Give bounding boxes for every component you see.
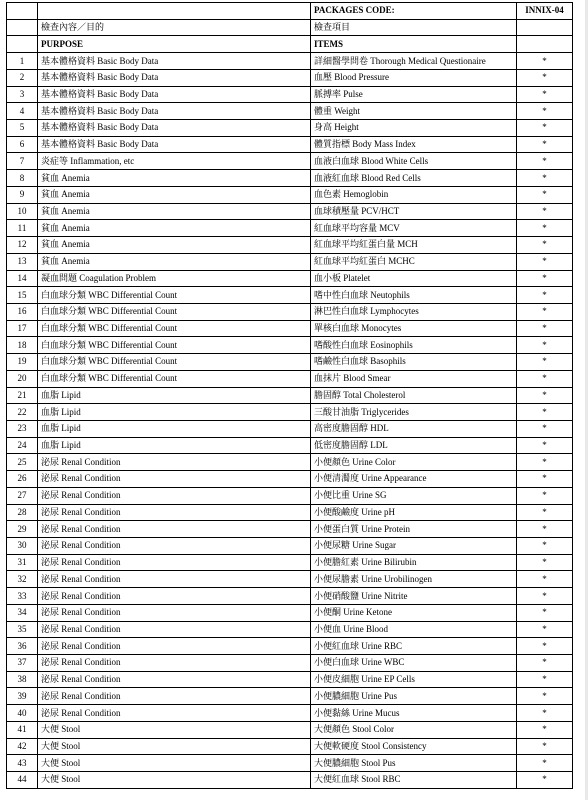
row-number: 36	[7, 638, 38, 655]
row-item: 小便尿膽素 Urine Urobilinogen	[311, 571, 517, 588]
row-number: 42	[7, 738, 38, 755]
row-item: 嗜鹼性白血球 Basophils	[311, 354, 517, 371]
row-number: 6	[7, 136, 38, 153]
row-item: 血液紅血球 Blood Red Cells	[311, 170, 517, 187]
table-row	[7, 253, 573, 270]
purpose-header-zh: 檢查內容／目的	[38, 19, 311, 36]
row-number: 26	[7, 471, 38, 488]
row-purpose: 白血球分類 WBC Differential Count	[38, 287, 311, 304]
table-row	[7, 621, 573, 638]
row-item: 小便血 Urine Blood	[311, 621, 517, 638]
row-purpose: 大便 Stool	[38, 772, 311, 789]
row-item: 紅血球平均紅蛋白 MCHC	[311, 253, 517, 270]
row-number: 7	[7, 153, 38, 170]
row-item: 三酸甘油脂 Triglycerides	[311, 404, 517, 421]
row-purpose: 貧血 Anemia	[38, 203, 311, 220]
row-number: 5	[7, 120, 38, 137]
row-purpose: 泌尿 Renal Condition	[38, 471, 311, 488]
header-row-zh	[7, 19, 573, 36]
row-number: 11	[7, 220, 38, 237]
row-included-mark: *	[517, 420, 573, 437]
row-number: 43	[7, 755, 38, 772]
table-row	[7, 705, 573, 722]
row-purpose: 貧血 Anemia	[38, 170, 311, 187]
table-row	[7, 404, 573, 421]
empty-cell	[7, 19, 38, 36]
row-number: 34	[7, 604, 38, 621]
table-row	[7, 153, 573, 170]
row-item: 紅血球平均容量 MCV	[311, 220, 517, 237]
row-included-mark: *	[517, 705, 573, 722]
row-included-mark: *	[517, 521, 573, 538]
row-item: 血壓 Blood Pressure	[311, 69, 517, 86]
row-item: 體重 Weight	[311, 103, 517, 120]
package-sheet	[6, 2, 573, 789]
row-item: 身高 Height	[311, 120, 517, 137]
row-number: 19	[7, 354, 38, 371]
row-included-mark: *	[517, 404, 573, 421]
row-number: 17	[7, 320, 38, 337]
table-row	[7, 370, 573, 387]
table-row	[7, 454, 573, 471]
row-number: 37	[7, 655, 38, 672]
row-purpose: 貧血 Anemia	[38, 186, 311, 203]
row-included-mark: *	[517, 387, 573, 404]
table-row	[7, 337, 573, 354]
table-row	[7, 53, 573, 70]
row-included-mark: *	[517, 186, 573, 203]
table-row	[7, 588, 573, 605]
row-item: 詳細醫學問卷 Thorough Medical Questionaire	[311, 53, 517, 70]
row-purpose: 大便 Stool	[38, 721, 311, 738]
table-row	[7, 86, 573, 103]
table-row	[7, 354, 573, 371]
row-purpose: 泌尿 Renal Condition	[38, 604, 311, 621]
row-included-mark: *	[517, 721, 573, 738]
row-item: 血色素 Hemoglobin	[311, 186, 517, 203]
table-row	[7, 136, 573, 153]
row-purpose: 泌尿 Renal Condition	[38, 588, 311, 605]
row-included-mark: *	[517, 354, 573, 371]
row-included-mark: *	[517, 688, 573, 705]
row-purpose: 貧血 Anemia	[38, 237, 311, 254]
row-item: 小便尿糖 Urine Sugar	[311, 538, 517, 555]
table-row	[7, 504, 573, 521]
row-included-mark: *	[517, 120, 573, 137]
row-purpose: 基本體格資料 Basic Body Data	[38, 86, 311, 103]
table-row	[7, 571, 573, 588]
row-item: 紅血球平均紅蛋白量 MCH	[311, 237, 517, 254]
row-purpose: 泌尿 Renal Condition	[38, 454, 311, 471]
row-item: 小便酮 Urine Ketone	[311, 604, 517, 621]
row-item: 血球積壓量 PCV/HCT	[311, 203, 517, 220]
row-included-mark: *	[517, 554, 573, 571]
row-item: 大便紅血球 Stool RBC	[311, 772, 517, 789]
empty-cell	[7, 3, 38, 20]
row-purpose: 泌尿 Renal Condition	[38, 688, 311, 705]
row-purpose: 貧血 Anemia	[38, 220, 311, 237]
row-item: 小便膿細胞 Urine Pus	[311, 688, 517, 705]
table-row	[7, 186, 573, 203]
table-row	[7, 303, 573, 320]
row-item: 小便皮細胞 Urine EP Cells	[311, 671, 517, 688]
row-included-mark: *	[517, 538, 573, 555]
empty-cell	[38, 3, 311, 20]
purpose-header-en: PURPOSE	[38, 36, 311, 53]
row-number: 22	[7, 404, 38, 421]
row-purpose: 泌尿 Renal Condition	[38, 655, 311, 672]
row-item: 小便紅血球 Urine RBC	[311, 638, 517, 655]
row-purpose: 基本體格資料 Basic Body Data	[38, 53, 311, 70]
row-purpose: 白血球分類 WBC Differential Count	[38, 320, 311, 337]
table-row	[7, 538, 573, 555]
table-row	[7, 638, 573, 655]
row-purpose: 白血球分類 WBC Differential Count	[38, 370, 311, 387]
row-item: 血抹片 Blood Smear	[311, 370, 517, 387]
row-purpose: 白血球分類 WBC Differential Count	[38, 337, 311, 354]
row-item: 高密度膽固醇 HDL	[311, 420, 517, 437]
table-row	[7, 772, 573, 789]
row-number: 41	[7, 721, 38, 738]
row-number: 1	[7, 53, 38, 70]
row-number: 8	[7, 170, 38, 187]
checkup-items-table	[6, 2, 573, 789]
row-number: 13	[7, 253, 38, 270]
row-number: 16	[7, 303, 38, 320]
row-purpose: 白血球分類 WBC Differential Count	[38, 354, 311, 371]
row-included-mark: *	[517, 270, 573, 287]
row-number: 44	[7, 772, 38, 789]
row-item: 小便白血球 Urine WBC	[311, 655, 517, 672]
packages-code-label: PACKAGES CODE:	[311, 3, 517, 20]
table-row	[7, 471, 573, 488]
row-purpose: 血脂 Lipid	[38, 404, 311, 421]
row-purpose: 大便 Stool	[38, 738, 311, 755]
row-included-mark: *	[517, 220, 573, 237]
row-included-mark: *	[517, 504, 573, 521]
row-number: 3	[7, 86, 38, 103]
empty-cell	[7, 36, 38, 53]
row-item: 小便清濁度 Urine Appearance	[311, 471, 517, 488]
items-header-en: ITEMS	[311, 36, 517, 53]
packages-code-value: INNIX-04	[517, 3, 573, 20]
header-row-packages	[7, 3, 573, 20]
row-purpose: 泌尿 Renal Condition	[38, 705, 311, 722]
row-included-mark: *	[517, 86, 573, 103]
row-purpose: 泌尿 Renal Condition	[38, 571, 311, 588]
row-item: 淋巴性白血球 Lymphocytes	[311, 303, 517, 320]
row-included-mark: *	[517, 53, 573, 70]
row-number: 9	[7, 186, 38, 203]
header-row-en	[7, 36, 573, 53]
row-number: 23	[7, 420, 38, 437]
row-included-mark: *	[517, 303, 573, 320]
row-purpose: 泌尿 Renal Condition	[38, 504, 311, 521]
table-row	[7, 237, 573, 254]
row-number: 24	[7, 437, 38, 454]
items-header-zh: 檢查項目	[311, 19, 517, 36]
table-row	[7, 604, 573, 621]
row-number: 20	[7, 370, 38, 387]
row-item: 大便軟硬度 Stool Consistency	[311, 738, 517, 755]
table-row	[7, 387, 573, 404]
row-purpose: 基本體格資料 Basic Body Data	[38, 69, 311, 86]
row-number: 21	[7, 387, 38, 404]
row-purpose: 炎症等 Inflammation, etc	[38, 153, 311, 170]
row-included-mark: *	[517, 337, 573, 354]
table-row	[7, 287, 573, 304]
empty-cell	[517, 36, 573, 53]
row-included-mark: *	[517, 287, 573, 304]
table-row	[7, 521, 573, 538]
table-row	[7, 103, 573, 120]
row-item: 血小板 Platelet	[311, 270, 517, 287]
row-number: 28	[7, 504, 38, 521]
table-row	[7, 270, 573, 287]
row-item: 小便蛋白質 Urine Protein	[311, 521, 517, 538]
table-row	[7, 437, 573, 454]
table-row	[7, 320, 573, 337]
table-row	[7, 220, 573, 237]
row-included-mark: *	[517, 671, 573, 688]
row-number: 14	[7, 270, 38, 287]
row-number: 35	[7, 621, 38, 638]
row-item: 小便硝酸鹽 Urine Nitrite	[311, 588, 517, 605]
row-number: 39	[7, 688, 38, 705]
row-number: 31	[7, 554, 38, 571]
table-row	[7, 721, 573, 738]
row-purpose: 大便 Stool	[38, 755, 311, 772]
row-item: 大便顏色 Stool Color	[311, 721, 517, 738]
row-included-mark: *	[517, 69, 573, 86]
row-number: 15	[7, 287, 38, 304]
table-row	[7, 120, 573, 137]
row-included-mark: *	[517, 571, 573, 588]
row-item: 膽固醇 Total Cholesterol	[311, 387, 517, 404]
row-included-mark: *	[517, 454, 573, 471]
row-included-mark: *	[517, 604, 573, 621]
table-row	[7, 203, 573, 220]
row-item: 嗜酸性白血球 Eosinophils	[311, 337, 517, 354]
row-included-mark: *	[517, 655, 573, 672]
row-number: 27	[7, 487, 38, 504]
row-purpose: 血脂 Lipid	[38, 437, 311, 454]
row-item: 低密度膽固醇 LDL	[311, 437, 517, 454]
row-item: 小便比重 Urine SG	[311, 487, 517, 504]
row-number: 38	[7, 671, 38, 688]
row-purpose: 基本體格資料 Basic Body Data	[38, 120, 311, 137]
row-included-mark: *	[517, 136, 573, 153]
table-row	[7, 554, 573, 571]
row-item: 小便顏色 Urine Color	[311, 454, 517, 471]
row-number: 32	[7, 571, 38, 588]
row-item: 嗜中性白血球 Neutophils	[311, 287, 517, 304]
table-row	[7, 738, 573, 755]
row-purpose: 貧血 Anemia	[38, 253, 311, 270]
table-row	[7, 170, 573, 187]
row-purpose: 泌尿 Renal Condition	[38, 621, 311, 638]
row-number: 10	[7, 203, 38, 220]
row-purpose: 血脂 Lipid	[38, 387, 311, 404]
row-purpose: 泌尿 Renal Condition	[38, 638, 311, 655]
row-number: 40	[7, 705, 38, 722]
row-included-mark: *	[517, 738, 573, 755]
row-number: 4	[7, 103, 38, 120]
row-included-mark: *	[517, 253, 573, 270]
row-item: 小便酸鹼度 Urine pH	[311, 504, 517, 521]
row-purpose: 基本體格資料 Basic Body Data	[38, 136, 311, 153]
row-purpose: 泌尿 Renal Condition	[38, 554, 311, 571]
row-number: 33	[7, 588, 38, 605]
row-purpose: 泌尿 Renal Condition	[38, 538, 311, 555]
row-item: 血液白血球 Blood White Cells	[311, 153, 517, 170]
row-included-mark: *	[517, 755, 573, 772]
table-row	[7, 487, 573, 504]
row-item: 脈搏率 Pulse	[311, 86, 517, 103]
row-number: 2	[7, 69, 38, 86]
row-number: 30	[7, 538, 38, 555]
row-included-mark: *	[517, 170, 573, 187]
row-included-mark: *	[517, 621, 573, 638]
row-purpose: 泌尿 Renal Condition	[38, 671, 311, 688]
table-row	[7, 688, 573, 705]
row-included-mark: *	[517, 437, 573, 454]
table-row	[7, 755, 573, 772]
row-included-mark: *	[517, 471, 573, 488]
row-included-mark: *	[517, 103, 573, 120]
row-number: 29	[7, 521, 38, 538]
row-included-mark: *	[517, 320, 573, 337]
table-row	[7, 655, 573, 672]
row-number: 18	[7, 337, 38, 354]
row-purpose: 凝血問題 Coagulation Problem	[38, 270, 311, 287]
row-purpose: 基本體格資料 Basic Body Data	[38, 103, 311, 120]
row-purpose: 白血球分類 WBC Differential Count	[38, 303, 311, 320]
row-included-mark: *	[517, 588, 573, 605]
row-included-mark: *	[517, 487, 573, 504]
row-purpose: 泌尿 Renal Condition	[38, 521, 311, 538]
row-included-mark: *	[517, 237, 573, 254]
empty-cell	[517, 19, 573, 36]
row-purpose: 血脂 Lipid	[38, 420, 311, 437]
row-included-mark: *	[517, 772, 573, 789]
table-row	[7, 671, 573, 688]
row-included-mark: *	[517, 203, 573, 220]
row-included-mark: *	[517, 370, 573, 387]
table-row	[7, 420, 573, 437]
row-item: 小便膽紅素 Urine Bilirubin	[311, 554, 517, 571]
row-purpose: 泌尿 Renal Condition	[38, 487, 311, 504]
row-item: 小便黏絲 Urine Mucus	[311, 705, 517, 722]
row-item: 體質指標 Body Mass Index	[311, 136, 517, 153]
row-number: 12	[7, 237, 38, 254]
table-row	[7, 69, 573, 86]
row-included-mark: *	[517, 153, 573, 170]
row-item: 大便膿細胞 Stool Pus	[311, 755, 517, 772]
row-item: 單核白血球 Monocytes	[311, 320, 517, 337]
row-number: 25	[7, 454, 38, 471]
row-included-mark: *	[517, 638, 573, 655]
table-body	[7, 3, 573, 789]
